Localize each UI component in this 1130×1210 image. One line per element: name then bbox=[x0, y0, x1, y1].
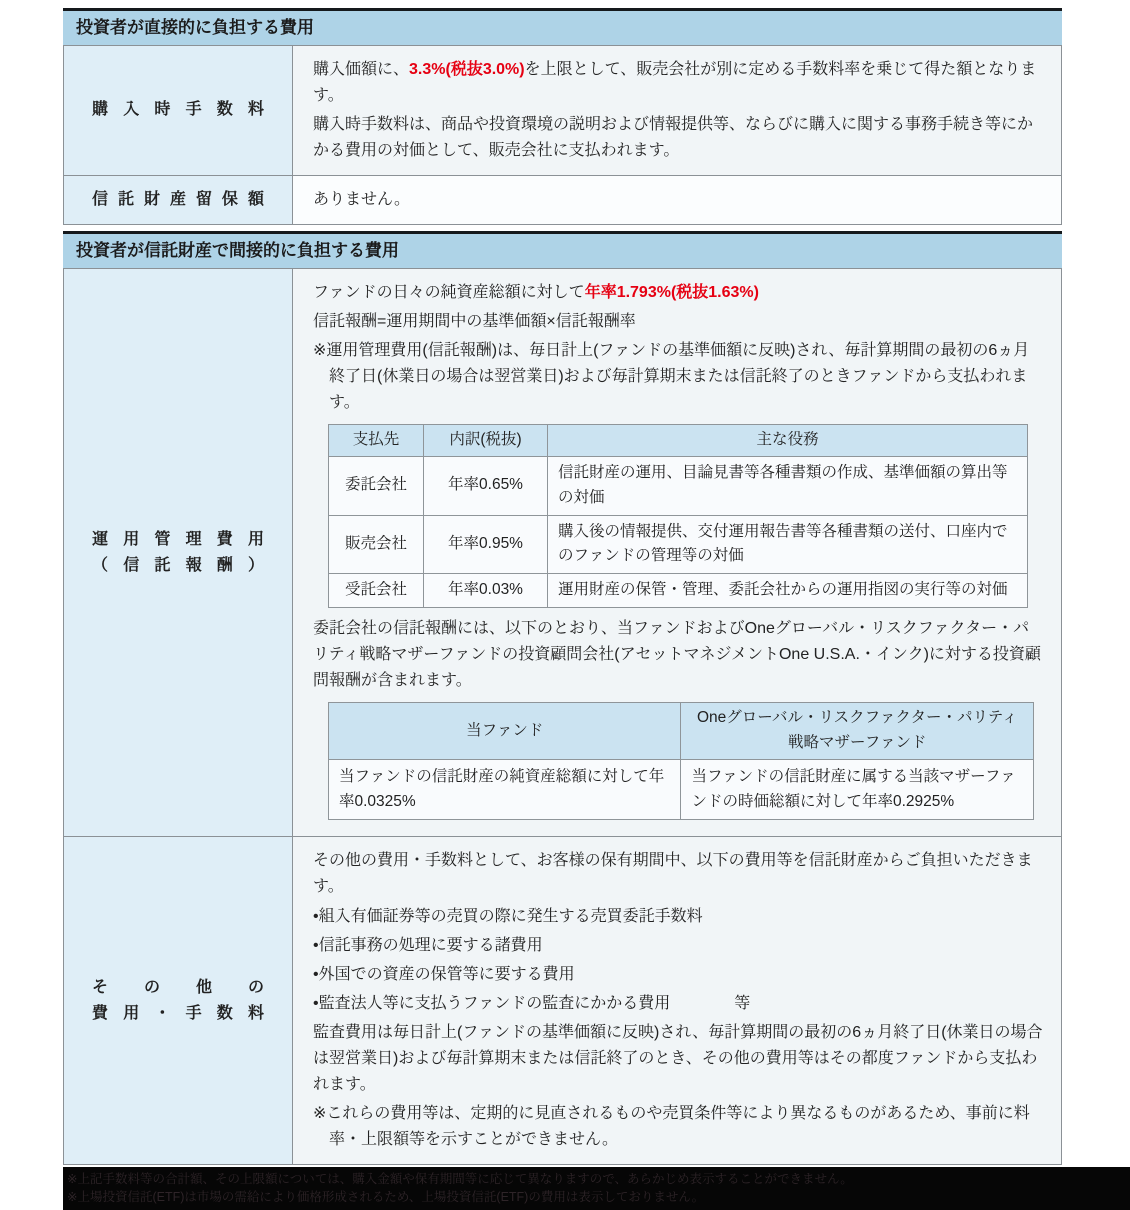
breakdown-header-services: 主な役務 bbox=[548, 425, 1028, 457]
reserve-label-cell bbox=[64, 176, 293, 224]
management-fee-label-cell bbox=[64, 269, 293, 837]
breakdown-payee: 委託会社 bbox=[329, 456, 424, 515]
other-fees-content-cell bbox=[293, 837, 1061, 1164]
management-fee-rate-pre: ファンドの日々の純資産総額に対して bbox=[313, 283, 585, 301]
purchase-fee-label: 購 入 時 手 数 料 bbox=[92, 101, 264, 119]
advisory-header-mother-line2: 戦略マザーファンド bbox=[788, 734, 927, 751]
footer-note-2: ※上場投資信託(ETF)は市場の需給により価格形成されるため、上場投資信託(ETF)の費用は表示しておりません。 bbox=[67, 1190, 705, 1205]
fee-breakdown-table bbox=[328, 424, 1028, 608]
advisory-fee-paragraph: 委託会社の信託報酬には、以下のとおり、当ファンドおよびOneグローバル・リスクファクター・パリティ戦略マザーファンドの投資顧問会社(アセットマネジメントOne U.S.A.・インク)に対する投資顧問報酬が含まれます。 bbox=[313, 619, 1041, 690]
breakdown-services: 信託財産の運用、目論見書等各種書類の作成、基準価額の算出等の対価 bbox=[548, 456, 1028, 515]
advisory-header-fund: 当ファンド bbox=[329, 703, 681, 760]
purchase-fee-rate-highlight: 3.3%(税抜3.0%) bbox=[409, 60, 525, 78]
advisory-header-mother-line1: Oneグローバル・リスクファクター・パリティ bbox=[696, 709, 1018, 727]
purchase-fee-paragraph-1 bbox=[313, 57, 1043, 109]
section-header-indirect-fees: 投資者が信託財産で間接的に負担する費用 bbox=[63, 231, 1062, 269]
row-management-fee bbox=[63, 269, 1062, 838]
list-item: •監査法人等に支払うファンドの監査にかかる費用 等 bbox=[313, 994, 751, 1012]
reserve-content-cell bbox=[293, 176, 1061, 224]
management-fee-label-line1: 運 用 管 理 費 用 bbox=[92, 530, 264, 548]
table-row bbox=[329, 574, 1028, 608]
fee-disclosure-table bbox=[63, 8, 1062, 1165]
advisory-header-mother-fund bbox=[681, 703, 1034, 760]
breakdown-header-rate: 内訳(税抜) bbox=[424, 425, 548, 457]
breakdown-rate: 年率0.95% bbox=[424, 515, 548, 574]
other-fees-audit-paragraph: 監査費用は毎日計上(ファンドの基準価額に反映)され、毎計算期間の最初の6ヵ月終了日(休業日の場合は翌営業日)および毎計算期末または信託終了のとき、その他の費用等はその都度ファンドから支払われます。 bbox=[313, 1023, 1043, 1094]
table-row bbox=[329, 456, 1028, 515]
management-fee-rate-highlight: 年率1.793%(税抜1.63%) bbox=[584, 283, 759, 301]
footer-note-1: ※上記手数料等の合計額、その上限額については、購入金額や保有期間等に応じて異なりますので、あらかじめ表示することができません。 bbox=[67, 1172, 853, 1187]
section-header-direct-fees: 投資者が直接的に負担する費用 bbox=[63, 8, 1062, 46]
advisory-fund-rate: 当ファンドの信託財産の純資産総額に対して年率0.0325% bbox=[329, 759, 681, 820]
management-fee-formula: 信託報酬=運用期間中の基準価額×信託報酬率 bbox=[313, 312, 636, 330]
advisory-header-row bbox=[329, 703, 1034, 760]
other-fees-label-line2: 費 用 ・ 手 数 料 bbox=[92, 1004, 264, 1022]
reserve-label: 信 託 財 産 留 保 額 bbox=[92, 191, 264, 209]
management-fee-note: ※運用管理費用(信託報酬)は、毎日計上(ファンドの基準価額に反映)され、毎計算期間の最初の6ヵ月終了日(休業日の場合は翌営業日)および毎計算期末または信託終了のときファンドから支払われます。 bbox=[313, 341, 1030, 412]
reserve-value: ありません。 bbox=[313, 191, 410, 209]
breakdown-services: 購入後の情報提供、交付運用報告書等各種書類の送付、口座内でのファンドの管理等の対価 bbox=[548, 515, 1028, 574]
row-reserve-amount bbox=[63, 176, 1062, 225]
list-item: •信託事務の処理に要する諸費用 bbox=[313, 936, 543, 954]
other-fees-label-cell bbox=[64, 837, 293, 1164]
row-purchase-fee bbox=[63, 46, 1062, 176]
table-row bbox=[329, 515, 1028, 574]
breakdown-services: 運用財産の保管・管理、委託会社からの運用指図の実行等の対価 bbox=[548, 574, 1028, 608]
breakdown-rate: 年率0.65% bbox=[424, 456, 548, 515]
other-fees-note: ※これらの費用等は、定期的に見直されるものや売買条件等により異なるものがあるため、事前に料率・上限額等を示すことができません。 bbox=[313, 1105, 1030, 1149]
purchase-fee-paragraph-2: 購入時手数料は、商品や投資環境の説明および情報提供等、ならびに購入に関する事務手続き等にかかる費用の対価として、販売会社に支払われます。 bbox=[313, 115, 1034, 159]
breakdown-rate: 年率0.03% bbox=[424, 574, 548, 608]
purchase-fee-content-cell bbox=[293, 46, 1061, 175]
footer-disclaimer-band bbox=[63, 1167, 1130, 1210]
purchase-fee-p1-post: を上限として、販売会社が別に定める手数料率を乗じて得た額となります。 bbox=[313, 60, 1037, 104]
list-item: •外国での資産の保管等に要する費用 bbox=[313, 965, 575, 983]
management-fee-content-cell bbox=[293, 269, 1061, 837]
breakdown-payee: 販売会社 bbox=[329, 515, 424, 574]
other-fees-label-line1: そ の 他 の bbox=[92, 978, 264, 996]
purchase-fee-label-cell bbox=[64, 46, 293, 175]
advisory-mother-rate: 当ファンドの信託財産に属する当該マザーファンドの時価総額に対して年率0.2925% bbox=[681, 759, 1034, 820]
table-row bbox=[329, 759, 1034, 820]
breakdown-header-row bbox=[329, 425, 1028, 457]
breakdown-header-payee: 支払先 bbox=[329, 425, 424, 457]
breakdown-payee: 受託会社 bbox=[329, 574, 424, 608]
management-fee-label-line2: （ 信 託 報 酬 ） bbox=[92, 556, 264, 574]
other-fees-intro: その他の費用・手数料として、お客様の保有期間中、以下の費用等を信託財産からご負担いただきます。 bbox=[313, 852, 1033, 896]
list-item: •組入有価証券等の売買の際に発生する売買委託手数料 bbox=[313, 907, 703, 925]
row-other-fees bbox=[63, 837, 1062, 1165]
management-fee-rate-line bbox=[313, 280, 1043, 306]
purchase-fee-p1-pre: 購入価額に、 bbox=[313, 60, 410, 78]
advisory-fee-table bbox=[328, 702, 1034, 820]
